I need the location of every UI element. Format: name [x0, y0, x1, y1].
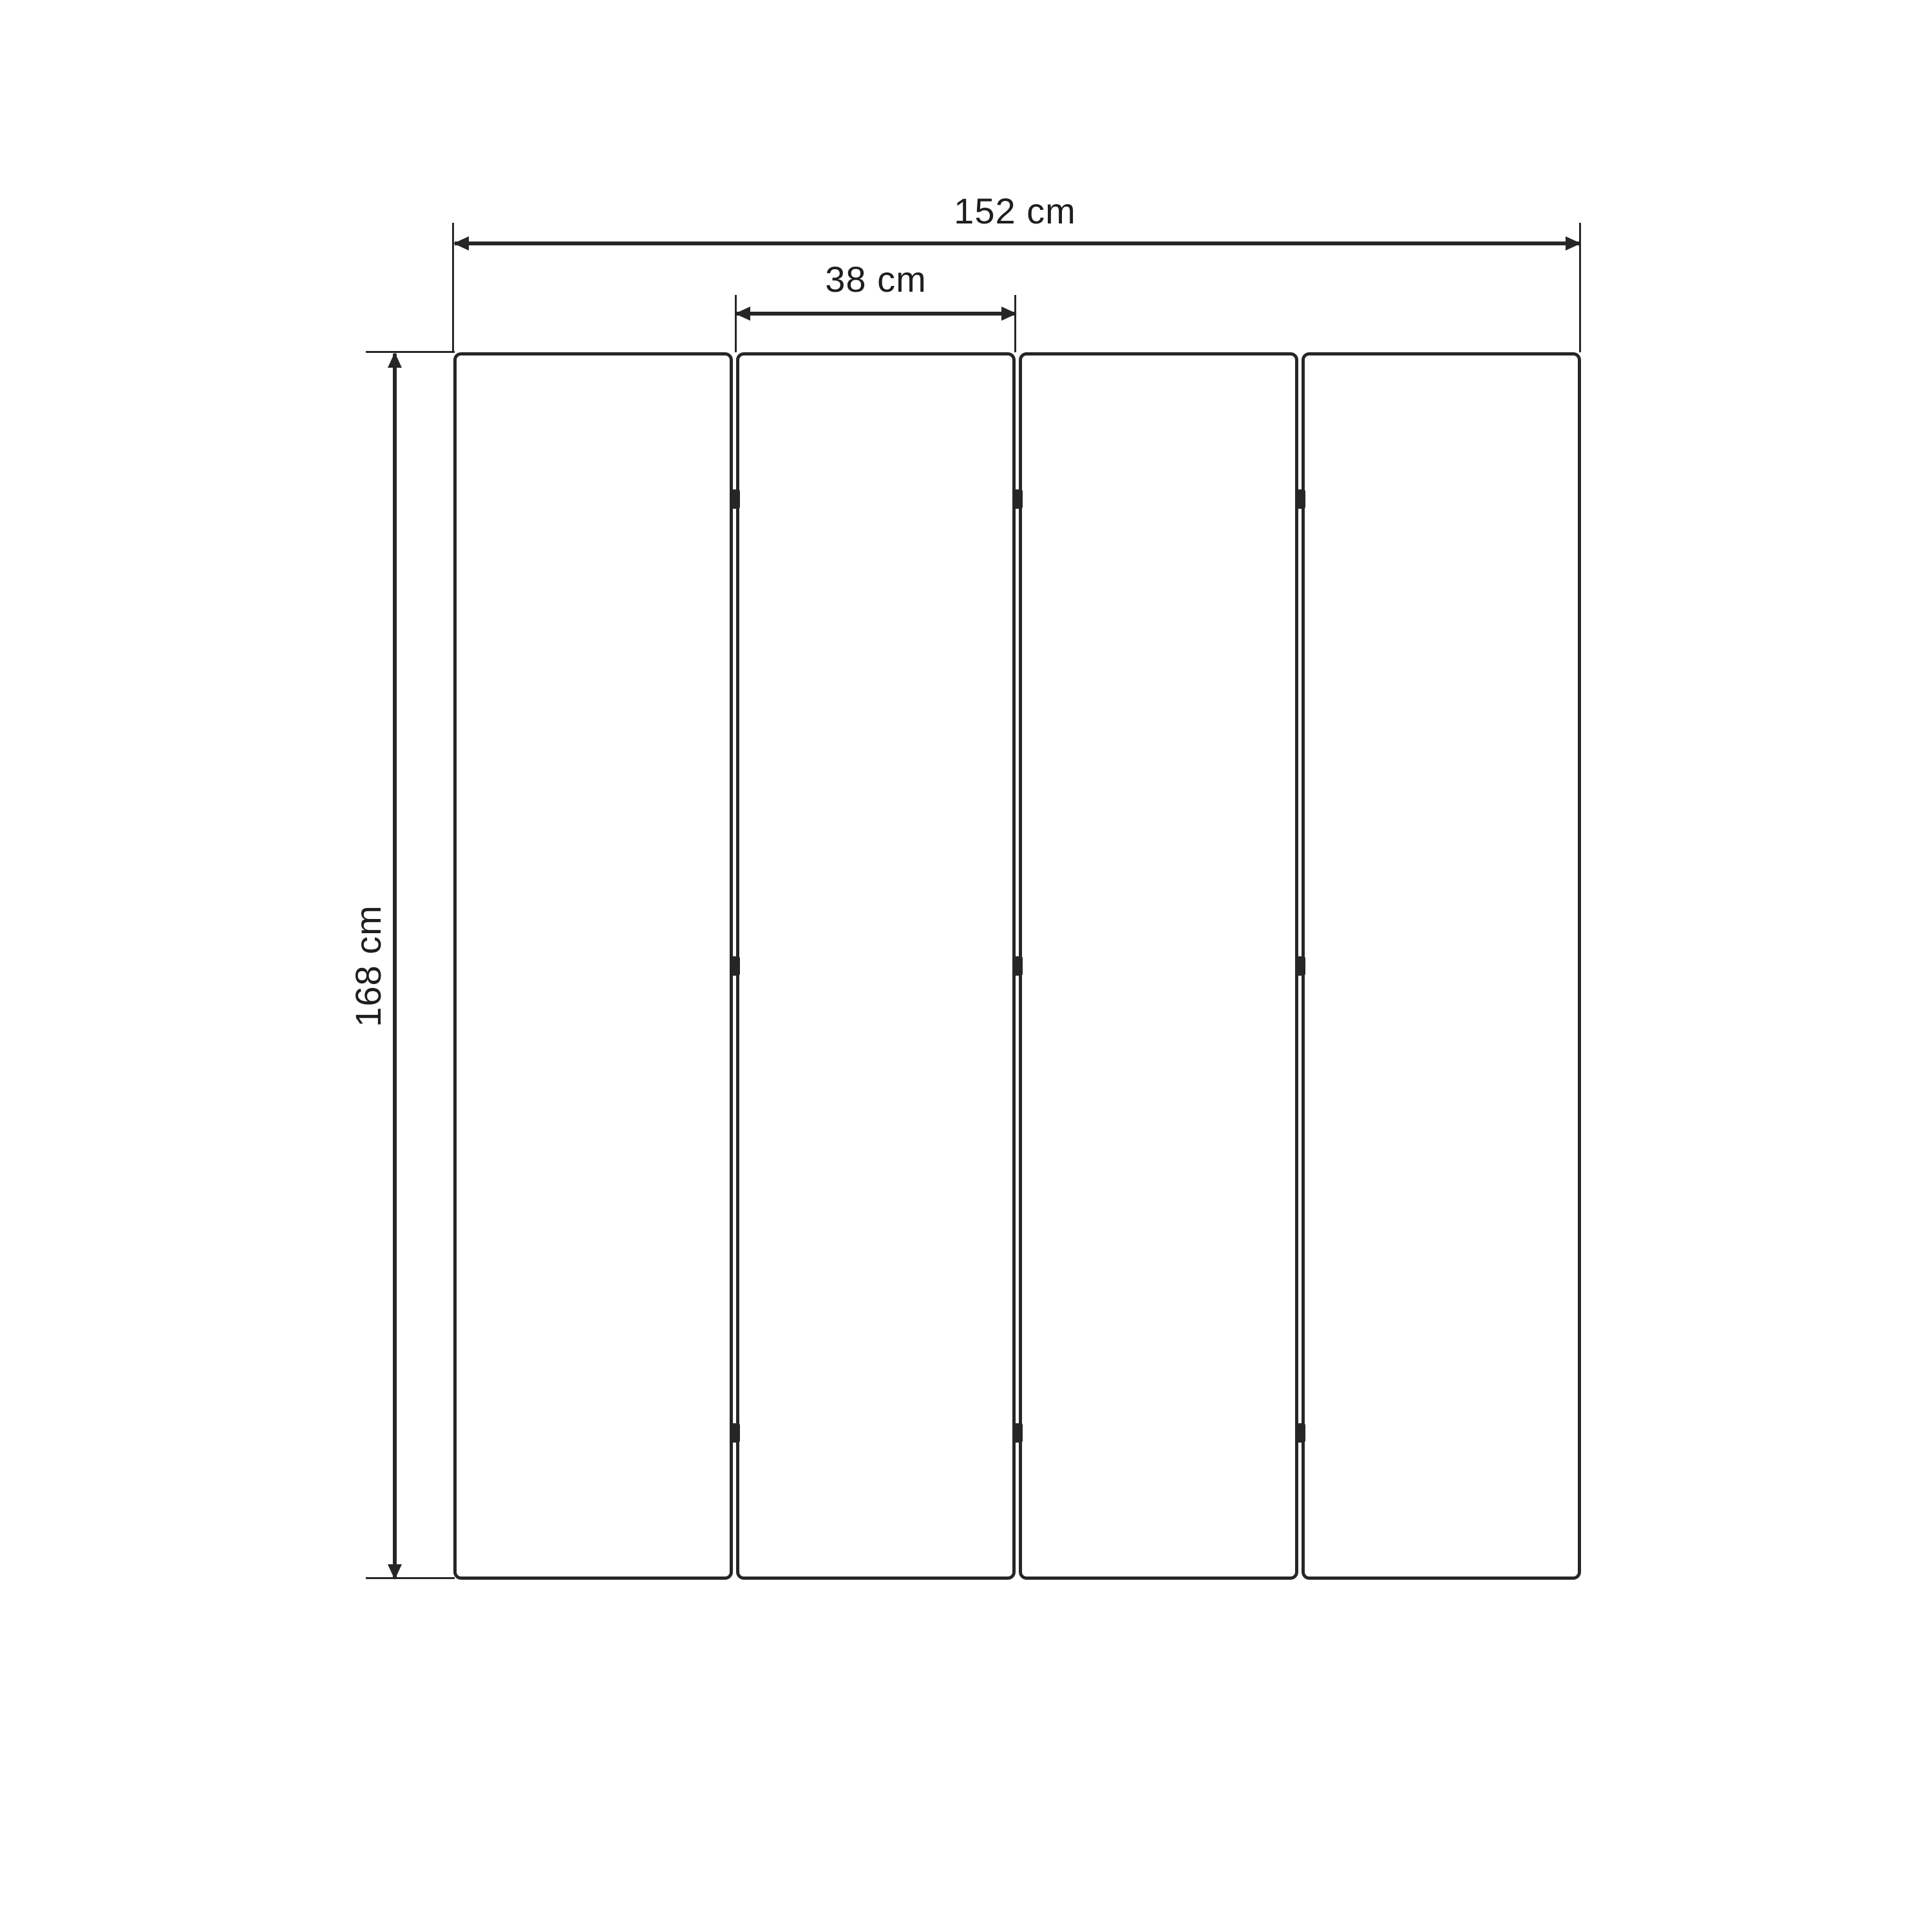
panel-1 [453, 352, 733, 1580]
panel-width-extension-right [1014, 295, 1016, 352]
hinge [1295, 489, 1305, 509]
panel-3 [1019, 352, 1298, 1580]
overall-width-label: 152 cm [954, 191, 1076, 231]
overall-width-extension-left [452, 223, 454, 352]
panel-4 [1302, 352, 1581, 1580]
hinge [1012, 956, 1023, 976]
panel-width-arrow-line [736, 312, 1016, 316]
hinge [1295, 1423, 1305, 1443]
overall-height-extension-bottom [366, 1577, 455, 1579]
overall-height-extension-top [366, 351, 455, 353]
hinge [730, 1423, 740, 1443]
panel-width-label: 38 cm [825, 259, 927, 299]
panel-2 [736, 352, 1016, 1580]
hinge [1012, 489, 1023, 509]
hinge [730, 956, 740, 976]
hinge [730, 489, 740, 509]
overall-width-arrow-line [455, 242, 1580, 245]
hinge [1295, 956, 1305, 976]
hinge [1012, 1423, 1023, 1443]
panel-width-extension-left [735, 295, 737, 352]
overall-width-extension-right [1579, 223, 1581, 352]
overall-height-label: 168 cm [348, 905, 388, 1027]
overall-height-arrow-line [393, 354, 397, 1578]
